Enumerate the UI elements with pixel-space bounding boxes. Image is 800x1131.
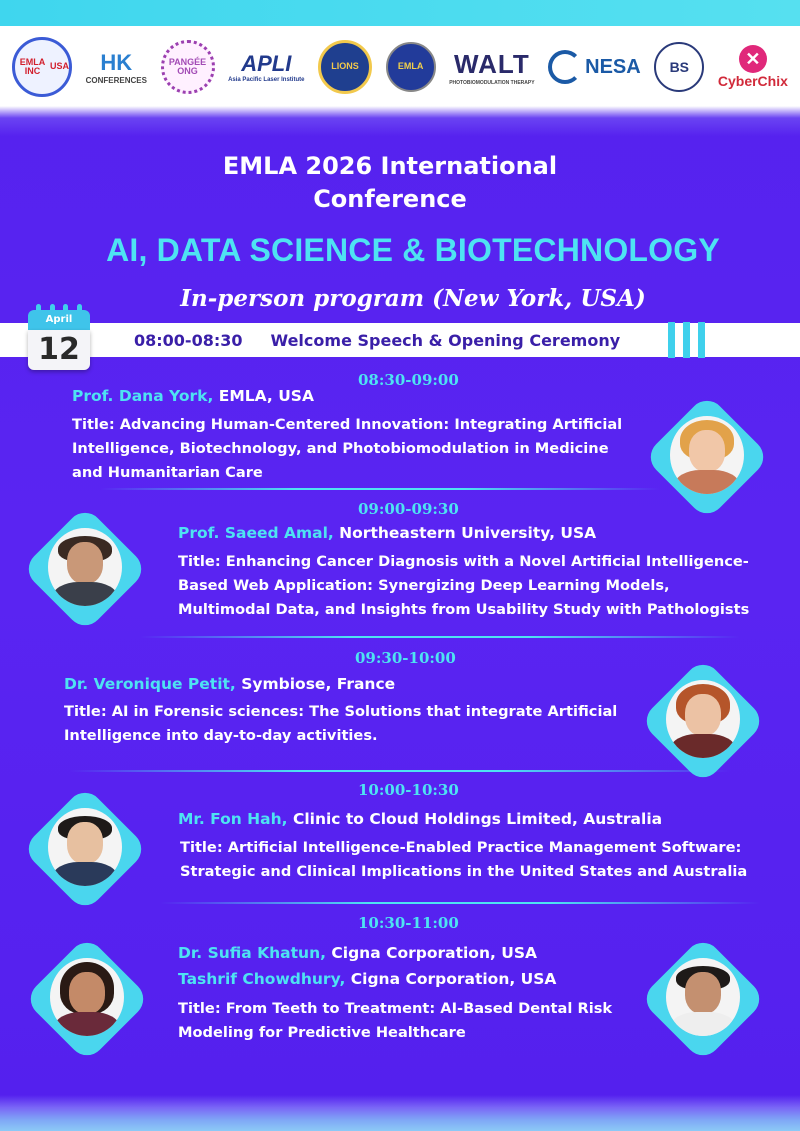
session-time: 10:30-11:00 [358,914,459,932]
calendar-icon [28,304,90,370]
session-time: 09:00-09:30 [358,500,459,518]
speaker-photo-saeed-amal [26,510,144,628]
cyberchix-logo: ✕ CyberChix [718,45,788,89]
talk-title: Title: Advancing Human-Centered Innovation: Integrating Artificial Intelligence, Biotechnology, and Photobiomodulation in Medicine and Humanitarian Care [72,416,623,481]
session-divider [160,902,760,904]
nesa-logo: NESA [548,50,641,84]
session-divider [100,488,660,490]
walt-logo: WALT PHOTOBIOMODULATION THERAPY [449,48,535,86]
speaker-line: Tashrif Chowdhury, Cigna Corporation, USA [178,970,557,988]
session-time: 09:30-10:00 [355,649,456,667]
hk-conferences-logo: HK CONFERENCES [85,49,147,85]
speaker-line: Mr. Fon Hah, Clinic to Cloud Holdings Limited, Australia [178,810,663,828]
talk-title: Title: Enhancing Cancer Diagnosis with a Novel Artificial Intelligence- Based Web Application: Synergizing Deep Learning Models, Multimodal Data, and Insights from Usability Study with Pathologists [178,553,750,618]
opening-session [134,331,620,350]
decorative-bars [668,322,712,358]
speaker-photo-fon-hah [26,790,144,908]
speaker-photo-veronique-petit [644,662,762,780]
opening-time: 08:00-08:30 [134,331,243,350]
talk-title: Title: AI in Forensic sciences: The Solutions that integrate Artificial Intelligence into day-to-day activities. [64,703,618,744]
lions-logo: LIONS [318,40,372,94]
seal-logo: BS [654,42,704,92]
speaker-photo-dana-york [648,398,766,516]
top-accent-strip [0,0,800,26]
speaker-photo-sufia-khatun [28,940,146,1058]
nesa-ring-icon [548,50,582,84]
calendar-day: 12 [28,330,90,370]
session-time: 10:00-10:30 [358,781,459,799]
session-divider [70,770,730,772]
conference-title: EMLA 2026 International Conference [222,152,558,213]
talk-title: Title: Artificial Intelligence-Enabled Practice Management Software: Strategic and Clinical Implications in the United States and Australia [180,839,748,880]
session-divider [140,636,740,638]
conference-theme: AI, DATA SCIENCE & BIOTECHNOLOGY [106,232,720,268]
opening-title: Welcome Speech & Opening Ceremony [270,331,621,350]
x-icon: ✕ [739,45,767,73]
speaker-line: Dr. Sufia Khatun, Cigna Corporation, USA [178,944,538,962]
apli-logo: APLI Asia Pacific Laser Institute [228,51,305,83]
pangee-ong-logo: PANGÉE ONG [161,40,215,94]
speaker-line: Dr. Veronique Petit, Symbiose, France [64,675,396,693]
speaker-line: Prof. Dana York, EMLA, USA [72,387,314,405]
bottom-accent-strip [0,1095,800,1131]
program-subtitle: In-person program (New York, USA) [180,285,646,312]
logo-bar-fade [0,106,800,136]
speaker-line: Prof. Saeed Amal, Northeastern University, USA [178,524,597,542]
talk-title: Title: From Teeth to Treatment: AI-Based Dental Risk Modeling for Predictive Healthcare [178,1000,613,1041]
emla-inc-logo: EMLA INC USA [12,37,72,97]
calendar-month: April [28,310,90,330]
session-time: 08:30-09:00 [358,371,459,389]
partner-logos [12,34,788,100]
european-medical-laser-association-logo: EMLA [386,42,436,92]
speaker-photo-tashrif-chowdhury [644,940,762,1058]
